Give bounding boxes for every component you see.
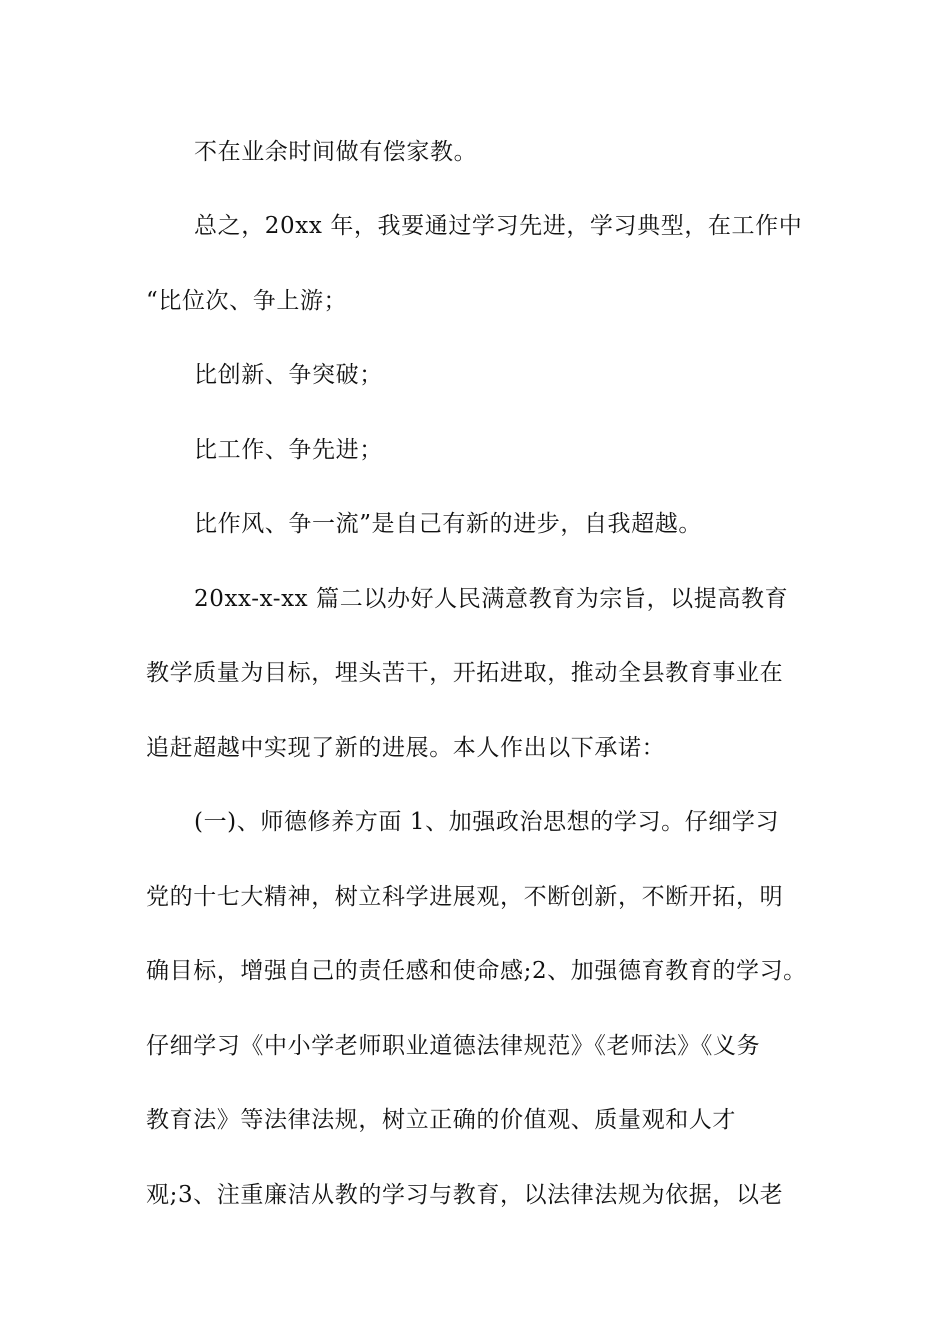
text-line-11: 党的十七大精神，树立科学进展观，不断创新，不断开拓，明: [146, 884, 784, 910]
text-line-12: 确目标，增强自己的责任感和使命感;2、加强德育教育的学习。: [146, 958, 807, 984]
text-line-6: 比作风、争一流”是自己有新的进步，自我超越。: [194, 511, 702, 537]
text-line-7: 20xx-x-xx 篇二以办好人民满意教育为宗旨，以提高教育: [194, 586, 789, 612]
text-line-15: 观;3、注重廉洁从教的学习与教育，以法律法规为依据，以老: [146, 1182, 784, 1208]
text-line-2: 总之，20xx 年，我要通过学习先进，学习典型，在工作中: [194, 213, 803, 239]
text-line-10: (一)、师德修养方面 1、加强政治思想的学习。仔细学习: [194, 809, 780, 835]
text-line-1: 不在业余时间做有偿家教。: [194, 139, 478, 165]
text-line-8: 教学质量为目标，埋头苦干，开拓进取，推动全县教育事业在: [146, 660, 784, 686]
text-line-14: 教育法》等法律法规，树立正确的价值观、质量观和人才: [146, 1107, 736, 1133]
text-line-3: “比位次、争上游；: [146, 288, 348, 314]
text-line-9: 追赶超越中实现了新的进展。本人作出以下承诺：: [146, 735, 666, 761]
text-line-5: 比工作、争先进；: [194, 437, 383, 463]
text-line-4: 比创新、争突破；: [194, 362, 383, 388]
text-line-13: 仔细学习《中小学老师职业道德法律规范》《老师法》《义务: [146, 1033, 761, 1059]
